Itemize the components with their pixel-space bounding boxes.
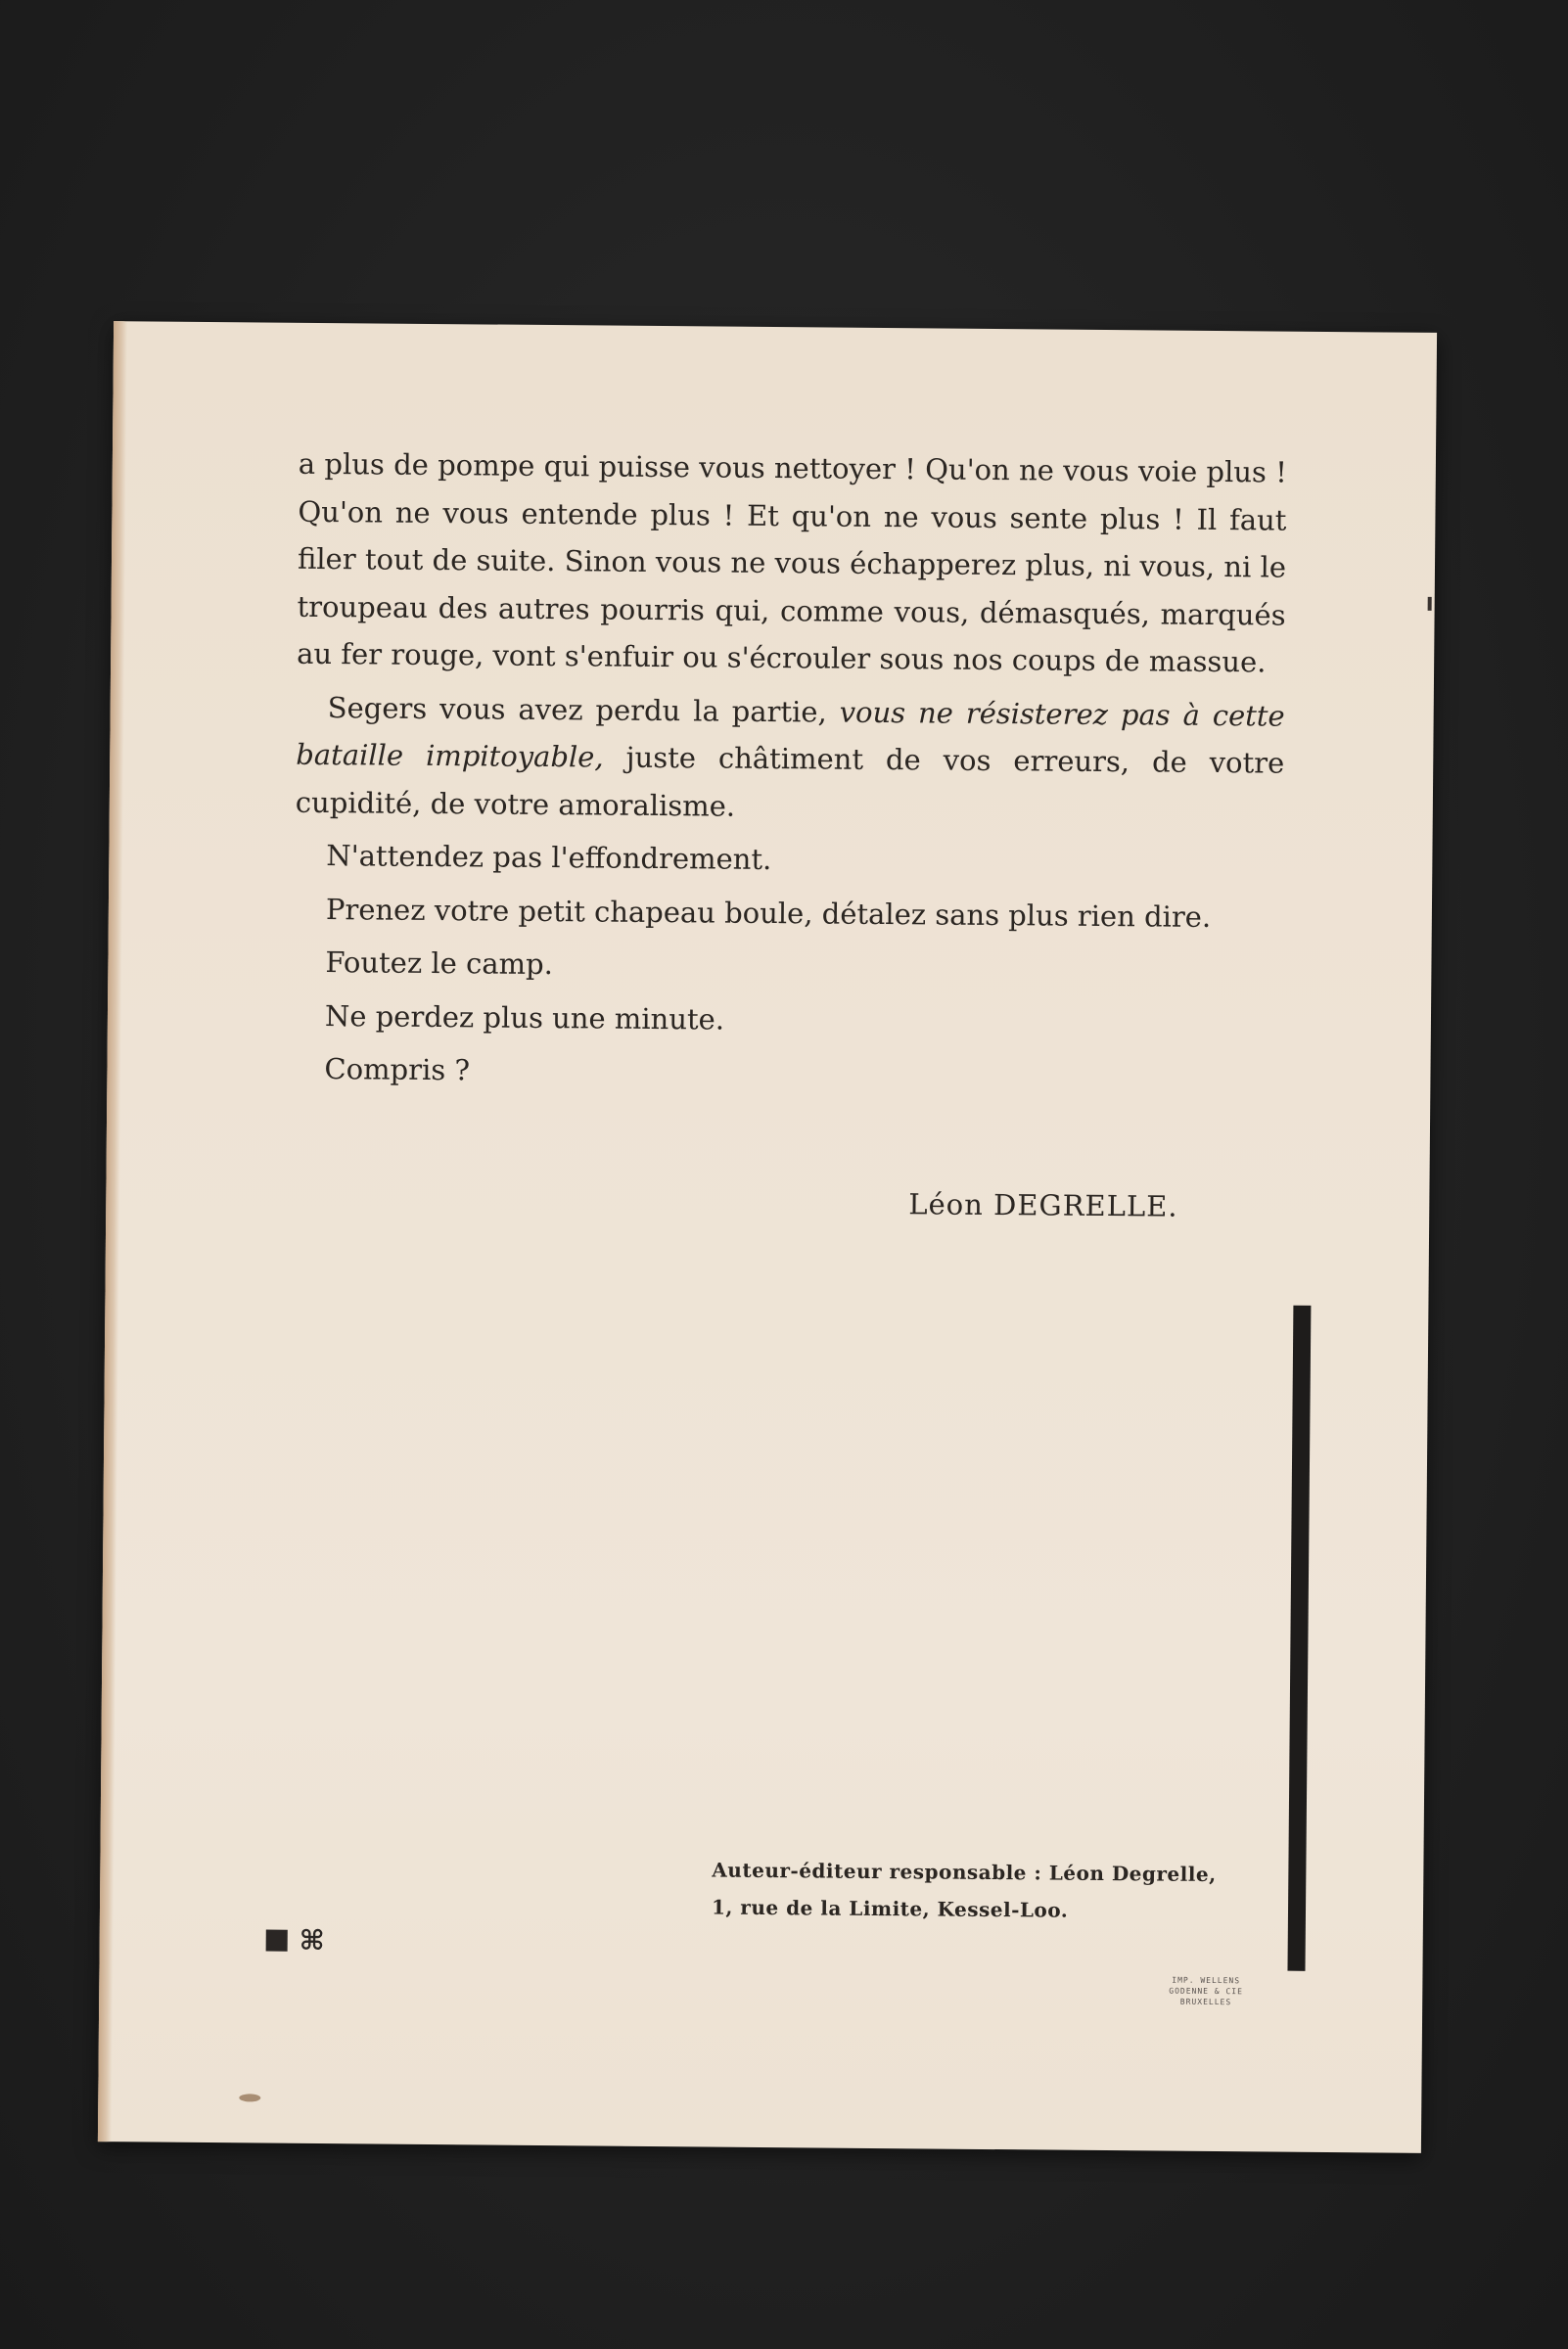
page-stain — [239, 2094, 260, 2101]
line-foutez: Foutez le camp. — [325, 945, 554, 982]
printer-logo — [266, 1924, 325, 1958]
line-prenez: Prenez votre petit chapeau boule, détalez sans plus rien dire. — [325, 892, 1212, 934]
booklet-page — [98, 321, 1437, 2153]
spine-mark — [1428, 597, 1432, 611]
paragraph-2-italic: vous ne résisterez pas à cette bataille impitoyable, — [296, 695, 1285, 774]
imprint-line-2: 1, rue de la Limite, Kessel-Loo. — [711, 1895, 1069, 1922]
signature: Léon DEGRELLE. — [908, 1187, 1178, 1223]
vertical-bar — [1287, 1306, 1311, 1971]
paragraph-1: a plus de pompe qui puisse vous nettoyer ! Qu'on ne vous voie plus ! Qu'on ne vous entende plus ! Et qu'on ne vous sente plus ! Il faut filer tout de suite. Sinon vous ne vous échapperez plus, ni vous, ni le troupeau des autres pourris qui, comme vous, démasqués, marqués au fer rouge, vont s'enfuir ou s'écrouler sous nos coups de massue. — [297, 446, 1287, 679]
paragraph-2-lead: Segers vous avez perdu la partie, — [327, 690, 840, 729]
printer-mark-line-1: IMP. WELLENS — [1172, 1975, 1241, 1986]
logo-square-icon — [266, 1929, 288, 1951]
paragraph-2 — [296, 683, 1285, 834]
line-compris: Compris ? — [324, 1052, 471, 1087]
imprint — [712, 1852, 1217, 1930]
printer-mark-line-3: BRUXELLES — [1179, 1997, 1232, 2007]
line-ne-perdez: Ne perdez plus une minute. — [324, 998, 725, 1036]
printer-mark-line-2: GODENNE & CIE — [1169, 1986, 1243, 1997]
imprint-line-1: Auteur-éditeur responsable : Léon Degrelle, — [712, 1858, 1217, 1887]
logo-glyph-icon: ⌘ — [299, 1923, 325, 1958]
body-text — [293, 440, 1287, 1101]
printer-mark — [1169, 1975, 1243, 2008]
line-attendez: N'attendez pas l'effondrement. — [326, 839, 772, 877]
paragraph-2-tail: juste châtiment de vos erreurs, de votre cupidité, de votre amoralisme. — [295, 740, 1285, 823]
